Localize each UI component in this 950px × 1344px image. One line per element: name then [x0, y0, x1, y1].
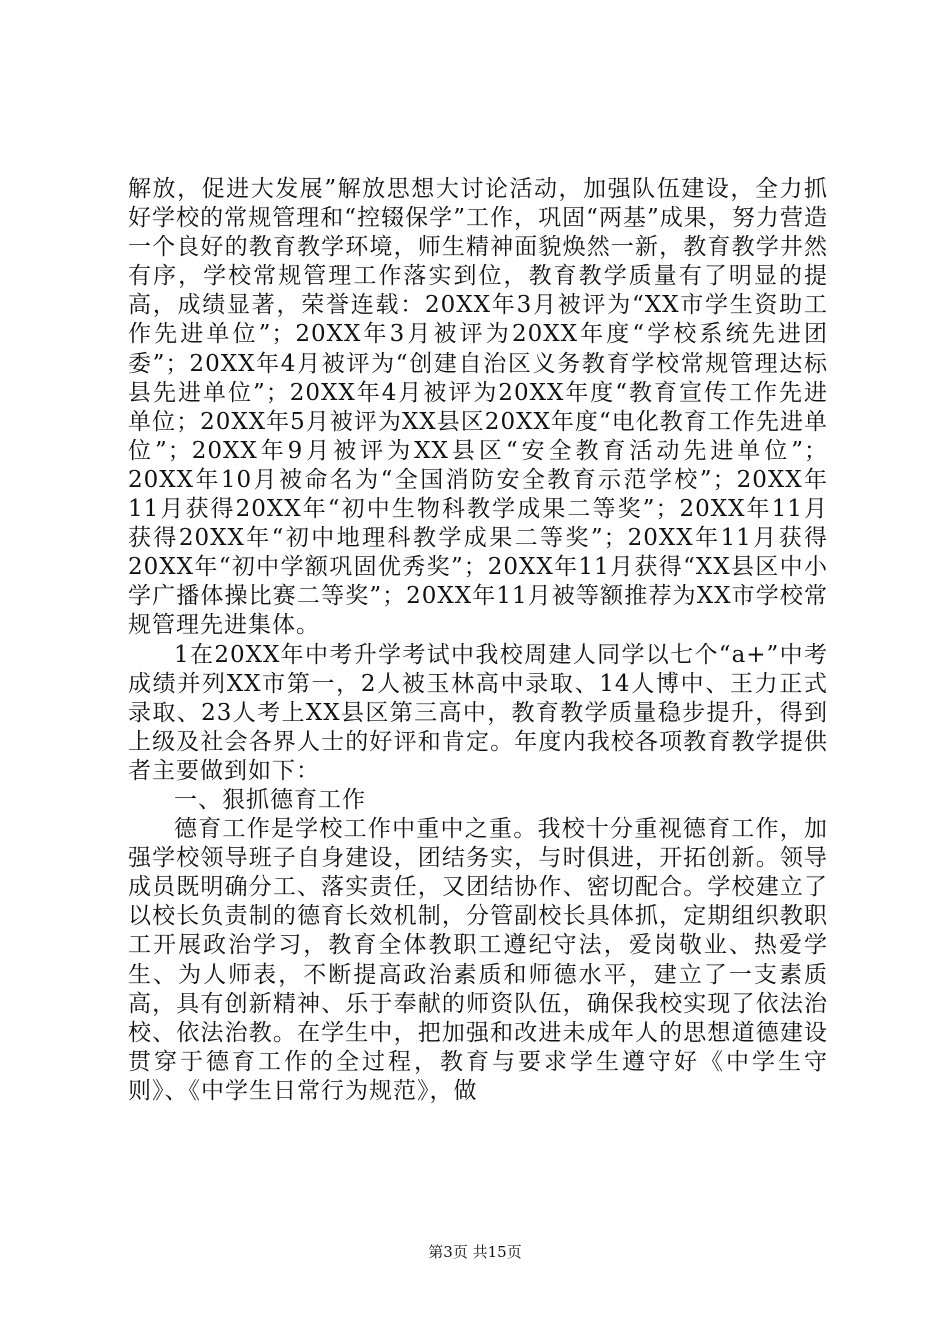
paragraph-exam-results: 1在20XX年中考升学考试中我校周建人同学以七个“a+”中考成绩并列XX市第一，2人被玉林高中录取、14人博中、王力正式录取、23人考上XX县区第三高中，教育教学质量稳步提升，得到上级及社会各界人士的好评和肯定。年度内我校各项教育教学提供者主要做到如下：	[128, 641, 828, 784]
paragraph-moral-education: 德育工作是学校工作中重中之重。我校十分重视德育工作，加强学校领导班子自身建设，团结务实，与时俱进，开拓创新。领导成员既明确分工、落实责任，又团结协作、密切配合。学校建立了以校长负责制的德育长效机制，分管副校长具体抓，定期组织教职工开展政治学习，教育全体教职工遵纪守法，爱岗敬业、热爱学生、为人师表，不断提高政治素质和师德水平，建立了一支素质高，具有创新精神、乐于奉献的师资队伍，确保我校实现了依法治校、依法治教。在学生中，把加强和改进未成年人的思想道德建设贯穿于德育工作的全过程，教育与要求学生遵守好《中学生守则》、《中学生日常行为规范》，做	[128, 816, 828, 1104]
section-heading-moral-education: 一、狠抓德育工作	[174, 786, 366, 813]
document-body	[128, 175, 828, 1106]
page-number-footer: 第3页 共15页	[428, 1243, 522, 1261]
paragraph-honors: 解放，促进大发展”解放思想大讨论活动，加强队伍建设，全力抓好学校的常规管理和“控辍保学”工作，巩固“两基”成果，努力营造一个良好的教育教学环境，师生精神面貌焕然一新，教育教学井然有序，学校常规管理工作落实到位，教育教学质量有了明显的提高，成绩显著，荣誉连载：20XX年3月被评为“XX市学生资助工作先进单位”；20XX年3月被评为20XX年度“学校系统先进团委”；20XX年4月被评为“创建自治区义务教育学校常规管理达标县先进单位”；20XX年4月被评为20XX年度“教育宣传工作先进单位；20XX年5月被评为XX县区20XX年度“电化教育工作先进单位”；20XX年9月被评为XX县区“安全教育活动先进单位”；20XX年10月被命名为“全国消防安全教育示范学校”；20XX年11月获得20XX年“初中生物科教学成果二等奖”；20XX年11月获得20XX年“初中地理科教学成果二等奖”；20XX年11月获得20XX年“初中学额巩固优秀奖”；20XX年11月获得“XX县区中小学广播体操比赛二等奖”；20XX年11月被等额推荐为XX市学校常规管理先进集体。	[128, 176, 828, 639]
